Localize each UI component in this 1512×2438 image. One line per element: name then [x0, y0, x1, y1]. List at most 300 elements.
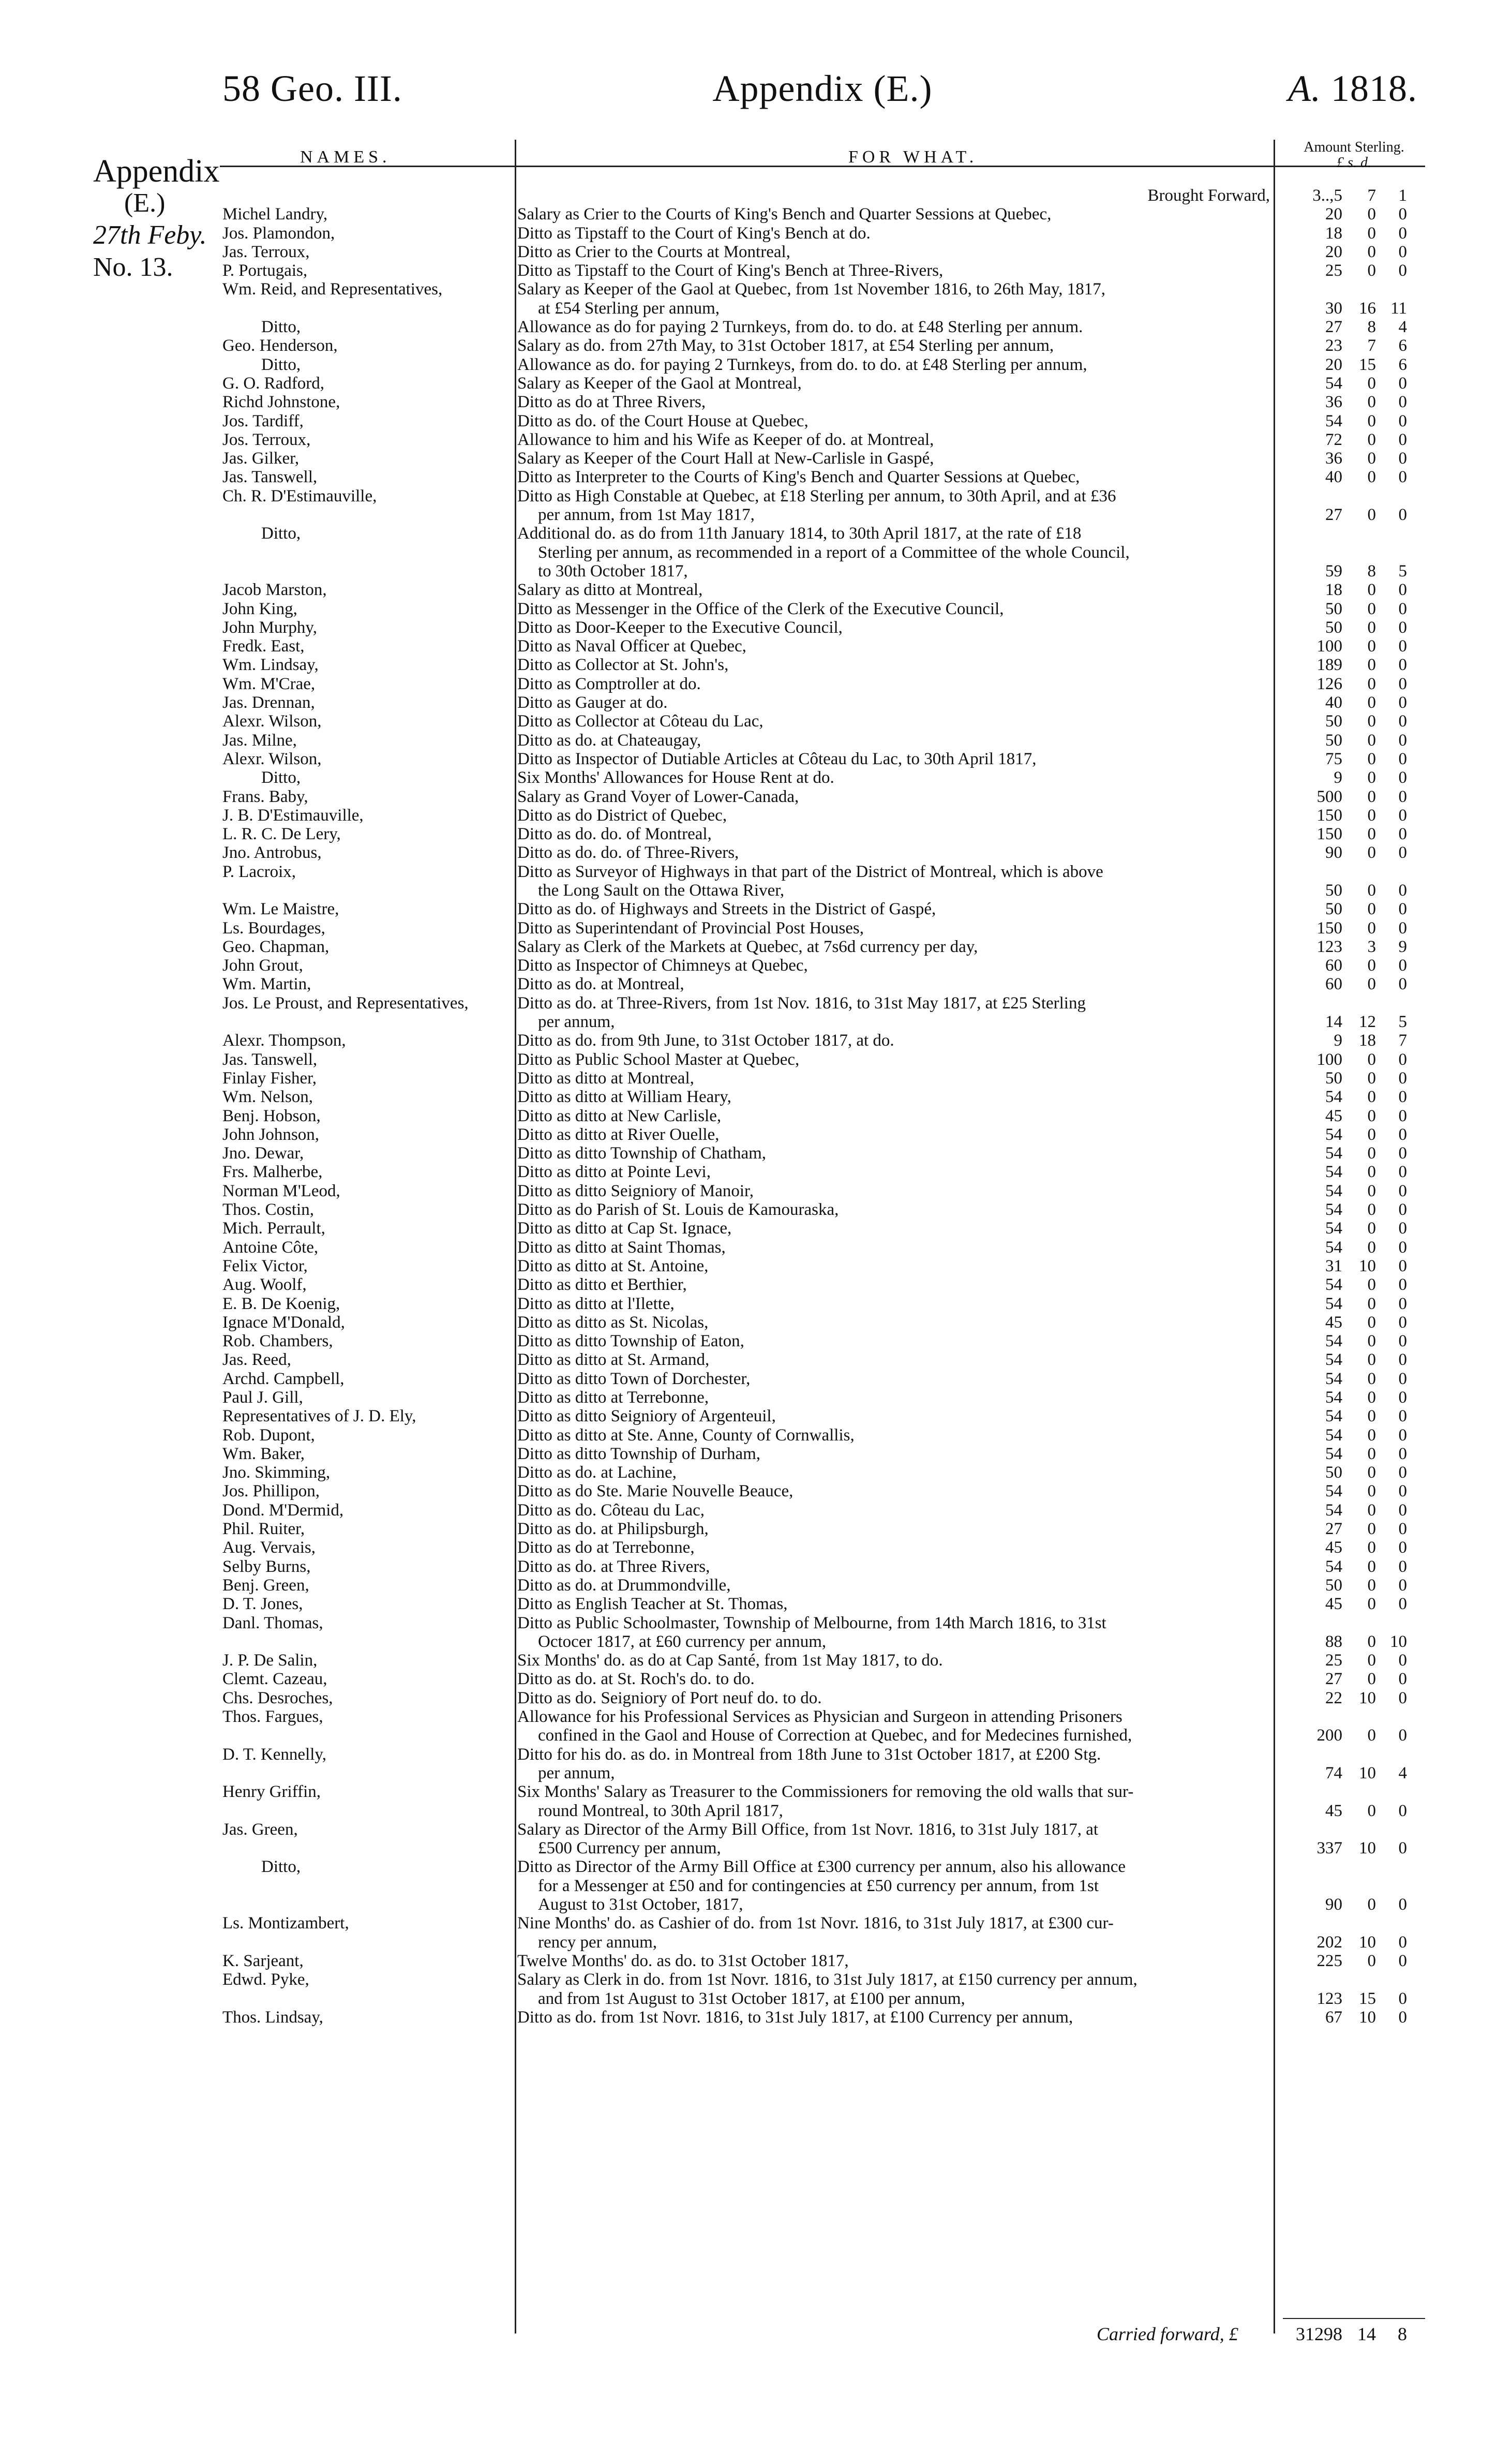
table-row: [0, 393, 1512, 411]
amount-pounds: 50: [1325, 1575, 1342, 1595]
sidebar-appendix: Appendix: [93, 154, 220, 189]
amount-shillings: 0: [1367, 881, 1376, 900]
amount-pounds: 27: [1325, 1670, 1342, 1689]
table-row: [0, 618, 1512, 637]
amount-pounds: 50: [1325, 900, 1342, 919]
payee-name: Geo. Chapman,: [222, 937, 330, 956]
payment-description: [517, 787, 1270, 806]
payee-name: John Grout,: [222, 956, 303, 975]
amount-pence: 5: [1398, 1013, 1407, 1032]
table-row: [0, 336, 1512, 355]
amount-pence: 0: [1398, 581, 1407, 600]
description-line: Ditto as ditto at Saint Thomas,: [517, 1238, 726, 1257]
year-label: [1262, 67, 1417, 110]
amount-pounds: 50: [1325, 618, 1342, 637]
amount-pence: 0: [1398, 975, 1407, 994]
payee-name: Ditto,: [261, 1857, 301, 1877]
payee-name: Paul J. Gill,: [222, 1388, 303, 1407]
amount-shillings: 0: [1367, 1651, 1376, 1670]
amount-cell: [1283, 1182, 1425, 1200]
table-row: [0, 863, 1512, 900]
payment-description: [517, 1031, 1270, 1050]
amount-shillings: 10: [1359, 1688, 1376, 1707]
amount-shillings: 0: [1367, 1951, 1376, 1970]
payment-description: [517, 825, 1270, 843]
amount-pence: 0: [1398, 1482, 1407, 1501]
table-row: [0, 1445, 1512, 1463]
amount-pence: 0: [1398, 1575, 1407, 1595]
amount-shillings: 8: [1367, 561, 1376, 581]
payee-name: Benj. Green,: [222, 1575, 309, 1595]
amount-shillings: 0: [1367, 1313, 1376, 1332]
payment-description: [517, 956, 1270, 975]
payee-name: Ditto,: [261, 355, 301, 374]
description-line: Ditto as ditto at William Heary,: [517, 1088, 731, 1107]
amount-shillings: 0: [1367, 1388, 1376, 1407]
amount-shillings: 0: [1367, 975, 1376, 994]
payment-description: [517, 1445, 1270, 1463]
amount-pounds: 54: [1325, 1444, 1342, 1463]
amount-pence: 0: [1398, 242, 1407, 261]
amount-cell: [1283, 1144, 1425, 1163]
amount-pounds: 150: [1316, 918, 1342, 938]
amount-cell: [1283, 1726, 1425, 1745]
amount-pounds: 54: [1325, 1219, 1342, 1238]
amount-pence: 0: [1398, 1726, 1407, 1745]
amount-cell: [1283, 618, 1425, 637]
amount-shillings: 0: [1367, 1463, 1376, 1482]
payment-description: [517, 224, 1270, 243]
amount-shillings: 0: [1367, 618, 1376, 637]
description-line: Ditto as do at Terrebonne,: [517, 1538, 695, 1557]
amount-units: £ s. d.: [1337, 155, 1371, 171]
payment-description: [517, 1388, 1270, 1407]
amount-pounds: 18: [1325, 224, 1342, 243]
amount-pence: 0: [1398, 2008, 1407, 2027]
description-line: round Montreal, to 30th April 1817,: [538, 1801, 783, 1820]
payee-name: Jos. Le Proust, and Representatives,: [222, 993, 469, 1013]
description-line: Ditto as ditto at l'Ilette,: [517, 1294, 675, 1313]
table-row: [0, 712, 1512, 731]
description-line: Ditto as do. at Montreal,: [517, 975, 684, 994]
description-line: Salary as Director of the Army Bill Office, from 1st Novr. 1816, to 31st July 1817, at: [517, 1820, 1099, 1839]
amount-shillings: 0: [1367, 506, 1376, 525]
description-line: Ditto as do. of Highways and Streets in the District of Gaspé,: [517, 900, 936, 919]
amount-cell: [1283, 1632, 1425, 1651]
payee-name: Benj. Hobson,: [222, 1106, 321, 1125]
description-line: and from 1st August to 31st October 1817, at £100 per annum,: [538, 1989, 965, 2008]
amount-cell: [1283, 1839, 1425, 1857]
amount-cell: [1283, 374, 1425, 393]
table-row: [0, 1538, 1512, 1557]
amount-shillings: 0: [1367, 1369, 1376, 1388]
amount-pence: 5: [1398, 561, 1407, 581]
amount-pounds: 40: [1325, 468, 1342, 487]
table-row: [0, 261, 1512, 280]
payment-description: [517, 1782, 1270, 1820]
amount-pence: 10: [1390, 1632, 1407, 1651]
amount-shillings: 0: [1367, 806, 1376, 825]
table-row: [0, 1520, 1512, 1538]
amount-pence: 0: [1398, 599, 1407, 618]
amount-cell: [1283, 562, 1425, 581]
amount-cell: [1283, 768, 1425, 787]
table-row: [0, 1557, 1512, 1576]
table-row: [0, 1689, 1512, 1707]
amount-shillings: 3: [1367, 937, 1376, 956]
amount-pounds: 72: [1325, 430, 1342, 449]
amount-cell: [1283, 1313, 1425, 1332]
amount-pence: 0: [1398, 1932, 1407, 1952]
amount-cell: [1283, 731, 1425, 750]
amount-cell: [1283, 1295, 1425, 1313]
payee-name: John Johnson,: [222, 1125, 320, 1144]
amount-pence: 0: [1398, 1068, 1407, 1088]
payment-description: [517, 1557, 1270, 1576]
amount-cell: [1283, 1238, 1425, 1257]
column-header-amount: [1280, 140, 1428, 171]
amount-cell: [1283, 1257, 1425, 1275]
table-row: [0, 1670, 1512, 1688]
amount-pence: 4: [1398, 318, 1407, 337]
description-line: the Long Sault on the Ottawa River,: [538, 881, 785, 900]
amount-shillings: 15: [1359, 355, 1376, 374]
payee-name: Thos. Fargues,: [222, 1707, 323, 1727]
description-line: Ditto as do. at Lachine,: [517, 1463, 677, 1482]
table-row: [0, 600, 1512, 618]
payee-name: Finlay Fisher,: [222, 1068, 317, 1088]
amount-pounds: 54: [1325, 1125, 1342, 1144]
carried-forward-amount: [1283, 2323, 1425, 2345]
payee-name: Ch. R. D'Estimauville,: [222, 486, 377, 506]
payment-description: [517, 1538, 1270, 1557]
table-row: [0, 825, 1512, 843]
amount-cell: [1283, 938, 1425, 956]
amount-pounds: 150: [1316, 825, 1342, 844]
amount-shillings: 10: [1359, 1763, 1376, 1782]
amount-shillings: 0: [1367, 918, 1376, 938]
payment-description: [517, 412, 1270, 430]
table-row: [0, 430, 1512, 449]
amount-cell: [1283, 1013, 1425, 1031]
amount-pounds: 45: [1325, 1106, 1342, 1125]
amount-cell: [1283, 506, 1425, 524]
amount-shillings: 0: [1367, 430, 1376, 449]
description-line: Ditto for his do. as do. in Montreal from 18th June to 31st October 1817, at £200 Stg.: [517, 1745, 1101, 1764]
amount-cell: [1283, 224, 1425, 243]
payee-name: Ditto,: [261, 318, 301, 337]
payee-name: J. P. De Salin,: [222, 1651, 318, 1670]
payee-name: Wm. Martin,: [222, 975, 311, 994]
payment-description: [517, 750, 1270, 768]
payee-name: Jas. Tanswell,: [222, 1050, 318, 1069]
payment-description: [517, 1275, 1270, 1294]
amount-pence: 0: [1398, 825, 1407, 844]
amount-cell: [1283, 1463, 1425, 1482]
payee-name: D. T. Kennelly,: [222, 1745, 327, 1764]
description-line: Ditto as do. Seigniory of Port neuf do. to do.: [517, 1688, 822, 1707]
description-line: Ditto as do. at Chateaugay,: [517, 731, 701, 750]
table-row: [0, 2008, 1512, 2027]
amount-cell: [1283, 1219, 1425, 1238]
payment-description: [517, 261, 1270, 280]
amount-pence: 0: [1398, 656, 1407, 675]
amount-cell: [1283, 1689, 1425, 1707]
amount-pence: 1: [1398, 186, 1407, 205]
amount-pounds: 18: [1325, 581, 1342, 600]
amount-cell: [1283, 1107, 1425, 1125]
payee-name: Aug. Woolf,: [222, 1275, 307, 1295]
amount-cell: [1283, 468, 1425, 486]
amount-pence: 0: [1398, 430, 1407, 449]
payment-description: [517, 768, 1270, 787]
amount-pence: 0: [1398, 1839, 1407, 1858]
payee-name: Edwd. Pyke,: [222, 1970, 309, 1989]
table-row: [0, 1745, 1512, 1783]
payment-description: [517, 843, 1270, 862]
table-row: [0, 581, 1512, 599]
amount-pence: 0: [1398, 1369, 1407, 1388]
amount-pence: 6: [1398, 336, 1407, 355]
table-row: [0, 1970, 1512, 2008]
description-line: Ditto as do. do. of Three-Rivers,: [517, 843, 739, 863]
payee-name: J. B. D'Estimauville,: [222, 806, 364, 825]
table-row: [0, 186, 1512, 205]
table-row: [0, 1952, 1512, 1970]
amount-cell: [1283, 1407, 1425, 1425]
payee-name: Ls. Bourdages,: [222, 918, 325, 938]
table-row: [0, 919, 1512, 938]
amount-pounds: 50: [1325, 1463, 1342, 1482]
amount-shillings: 15: [1359, 1989, 1376, 2008]
description-line: Ditto as ditto at St. Antoine,: [517, 1256, 709, 1275]
description-line: Octocer 1817, at £60 currency per annum,: [538, 1632, 827, 1651]
description-line: Ditto as English Teacher at St. Thomas,: [517, 1595, 788, 1614]
amount-pounds: 337: [1316, 1839, 1342, 1858]
amount-shillings: 0: [1367, 468, 1376, 487]
amount-shillings: 0: [1367, 656, 1376, 675]
carried-forward-label: Carried forward, £: [1097, 2324, 1238, 2344]
amount-pence: 0: [1398, 1275, 1407, 1295]
description-line: Ditto as Surveyor of Highways in that part of the District of Montreal, which is above: [517, 862, 1103, 881]
description-line: Allowance for his Professional Services as Physician and Surgeon in attending Prisoners: [517, 1707, 1122, 1727]
amount-cell: [1283, 336, 1425, 355]
amount-cell: [1283, 1557, 1425, 1576]
description-line: Ditto as do. of the Court House at Quebec,: [517, 411, 809, 430]
payment-description: [517, 468, 1270, 486]
description-line: per annum,: [538, 1763, 615, 1782]
amount-cell: [1283, 318, 1425, 336]
amount-pence: 0: [1398, 1463, 1407, 1482]
payment-description: [517, 1463, 1270, 1482]
amount-pounds: 54: [1325, 1181, 1342, 1200]
amount-cell: [1283, 806, 1425, 825]
payee-name: Thos. Costin,: [222, 1200, 314, 1220]
amount-shillings: 0: [1367, 712, 1376, 731]
amount-pounds: 54: [1325, 1294, 1342, 1313]
amount-pounds: 31: [1325, 1256, 1342, 1275]
description-line: Ditto as Inspector of Chimneys at Quebec,: [517, 956, 808, 975]
amount-pounds: 126: [1316, 674, 1342, 693]
description-line: Ditto as Director of the Army Bill Office at £300 currency per annum, also his allowance: [517, 1857, 1126, 1877]
amount-pounds: 45: [1325, 1801, 1342, 1820]
payment-description: [517, 393, 1270, 411]
amount-pounds: 54: [1325, 1407, 1342, 1426]
payment-description: [517, 1670, 1270, 1688]
table-row: [0, 1295, 1512, 1313]
description-line: Ditto as Public School Master at Quebec,: [517, 1050, 800, 1069]
payee-name: Selby Burns,: [222, 1557, 311, 1576]
amount-shillings: 14: [1357, 2324, 1376, 2344]
amount-pence: 0: [1398, 1425, 1407, 1445]
amount-shillings: 0: [1367, 674, 1376, 693]
table-row: [0, 318, 1512, 336]
amount-shillings: 0: [1367, 1106, 1376, 1125]
table-row: [0, 1370, 1512, 1388]
session-label: 58 Geo. III.: [222, 68, 402, 109]
amount-pence: 0: [1398, 749, 1407, 768]
amount-shillings: 0: [1367, 205, 1376, 224]
table-row: [0, 1088, 1512, 1106]
amount-shillings: 0: [1367, 581, 1376, 600]
amount-heading: Amount Sterling.: [1304, 139, 1404, 155]
amount-pence: 0: [1398, 1313, 1407, 1332]
payment-description: [517, 863, 1270, 900]
amount-shillings: 0: [1367, 1200, 1376, 1220]
amount-pounds: 14: [1325, 1013, 1342, 1032]
table-row: [0, 1350, 1512, 1369]
payment-description: [517, 243, 1270, 261]
description-line: Twelve Months' do. as do. to 31st October 1817,: [517, 1951, 849, 1970]
amount-pounds: 54: [1325, 1200, 1342, 1220]
payment-description: [517, 1501, 1270, 1520]
amount-pounds: 59: [1325, 561, 1342, 581]
payment-description: [517, 1313, 1270, 1332]
description-line: Ditto as Comptroller at do.: [517, 674, 701, 693]
column-header-for-what: FOR WHAT.: [848, 147, 978, 167]
amount-cell: [1283, 412, 1425, 430]
amount-shillings: 0: [1367, 1801, 1376, 1820]
amount-shillings: 7: [1367, 186, 1376, 205]
description-line: Ditto as ditto at Cap St. Ignace,: [517, 1219, 732, 1238]
payment-description: [517, 1050, 1270, 1069]
description-line: Ditto as ditto Seigniory of Argenteuil,: [517, 1407, 776, 1426]
payee-name: Jno. Dewar,: [222, 1144, 304, 1163]
amount-pence: 0: [1398, 787, 1407, 806]
amount-pence: 6: [1398, 355, 1407, 374]
amount-shillings: 10: [1359, 1932, 1376, 1952]
description-line: £500 Currency per annum,: [538, 1839, 721, 1858]
payee-name: Jas. Reed,: [222, 1350, 291, 1370]
payment-description: [517, 1200, 1270, 1219]
amount-shillings: 0: [1367, 1125, 1376, 1144]
amount-pence: 0: [1398, 449, 1407, 468]
table-row: [0, 205, 1512, 224]
amount-cell: [1283, 1125, 1425, 1144]
description-line: Sterling per annum, as recommended in a report of a Committee of the whole Council,: [538, 543, 1130, 562]
payee-name: Rob. Dupont,: [222, 1425, 315, 1445]
amount-shillings: 0: [1367, 1482, 1376, 1501]
payee-name: Jos. Phillipon,: [222, 1482, 320, 1501]
table-row: [0, 1219, 1512, 1238]
description-line: Salary as Keeper of the Gaol at Montreal,: [517, 374, 802, 393]
amount-pounds: 20: [1325, 242, 1342, 261]
amount-shillings: 0: [1367, 1632, 1376, 1651]
description-line: confined in the Gaol and House of Correction at Quebec, and for Medecines furnished,: [538, 1726, 1132, 1745]
amount-cell: [1283, 600, 1425, 618]
table-row: [0, 1200, 1512, 1219]
amount-cell: [1283, 449, 1425, 468]
payee-name: Ls. Montizambert,: [222, 1914, 349, 1933]
amount-pence: 0: [1398, 1989, 1407, 2008]
table-row: [0, 1107, 1512, 1125]
description-line: Ditto as do. from 1st Novr. 1816, to 31st July 1817, at £100 Currency per annum,: [517, 2008, 1073, 2027]
amount-pounds: 54: [1325, 1088, 1342, 1107]
description-line: Ditto as do. at Three Rivers,: [517, 1557, 710, 1576]
payment-description: [517, 1482, 1270, 1500]
description-line: Additional do. as do from 11th January 1814, to 30th April 1817, at the rate of £18: [517, 524, 1082, 543]
description-line: rency per annum,: [538, 1932, 657, 1952]
description-line: Ditto as Public Schoolmaster, Township of Melbourne, from 14th March 1816, to 31st: [517, 1613, 1106, 1632]
payee-name: Felix Victor,: [222, 1256, 308, 1275]
amount-pounds: 50: [1325, 881, 1342, 900]
amount-pence: 0: [1398, 1163, 1407, 1182]
amount-shillings: 0: [1367, 224, 1376, 243]
amount-pounds: 31298: [1296, 2324, 1342, 2344]
table-row: [0, 768, 1512, 787]
table-row: [0, 1238, 1512, 1257]
amount-pounds: 202: [1316, 1932, 1342, 1952]
payment-description: [517, 900, 1270, 918]
amount-pence: 0: [1398, 1538, 1407, 1557]
amount-cell: [1283, 261, 1425, 280]
payment-description: [517, 1970, 1270, 2008]
table-row: [0, 1576, 1512, 1595]
description-line: Ditto as ditto at Montreal,: [517, 1068, 694, 1088]
payment-description: [517, 656, 1270, 674]
payment-description: [517, 975, 1270, 993]
description-line: Ditto as do. at Drummondville,: [517, 1575, 731, 1595]
amount-shillings: 0: [1367, 787, 1376, 806]
amount-pence: 0: [1398, 1557, 1407, 1576]
amount-pence: 0: [1398, 1801, 1407, 1820]
description-line: Six Months' Allowances for House Rent at do.: [517, 768, 834, 787]
payment-description: [517, 693, 1270, 712]
amount-cell: [1283, 843, 1425, 862]
table-row: [0, 956, 1512, 975]
description-line: Allowance as do. for paying 2 Turnkeys, from do. to do. at £48 Sterling per annum,: [517, 355, 1087, 374]
payment-description: [517, 336, 1270, 355]
amount-pounds: 27: [1325, 506, 1342, 525]
amount-shillings: 0: [1367, 1425, 1376, 1445]
amount-pounds: 36: [1325, 449, 1342, 468]
table-row: [0, 1182, 1512, 1200]
table-row: [0, 487, 1512, 525]
payee-name: Rob. Chambers,: [222, 1332, 333, 1351]
payee-name: Ignace M'Donald,: [222, 1313, 345, 1332]
amount-pence: 4: [1398, 1763, 1407, 1782]
amount-cell: [1283, 1764, 1425, 1782]
payee-name: Jas. Drennan,: [222, 693, 315, 712]
amount-cell: [1283, 581, 1425, 599]
payment-description: [517, 205, 1270, 224]
amount-pounds: 30: [1325, 299, 1342, 318]
payee-name: Jos. Plamondon,: [222, 224, 335, 243]
payment-description: [517, 487, 1270, 525]
table-row: [0, 1482, 1512, 1500]
amount-cell: [1283, 1370, 1425, 1388]
payment-description: [517, 1350, 1270, 1369]
